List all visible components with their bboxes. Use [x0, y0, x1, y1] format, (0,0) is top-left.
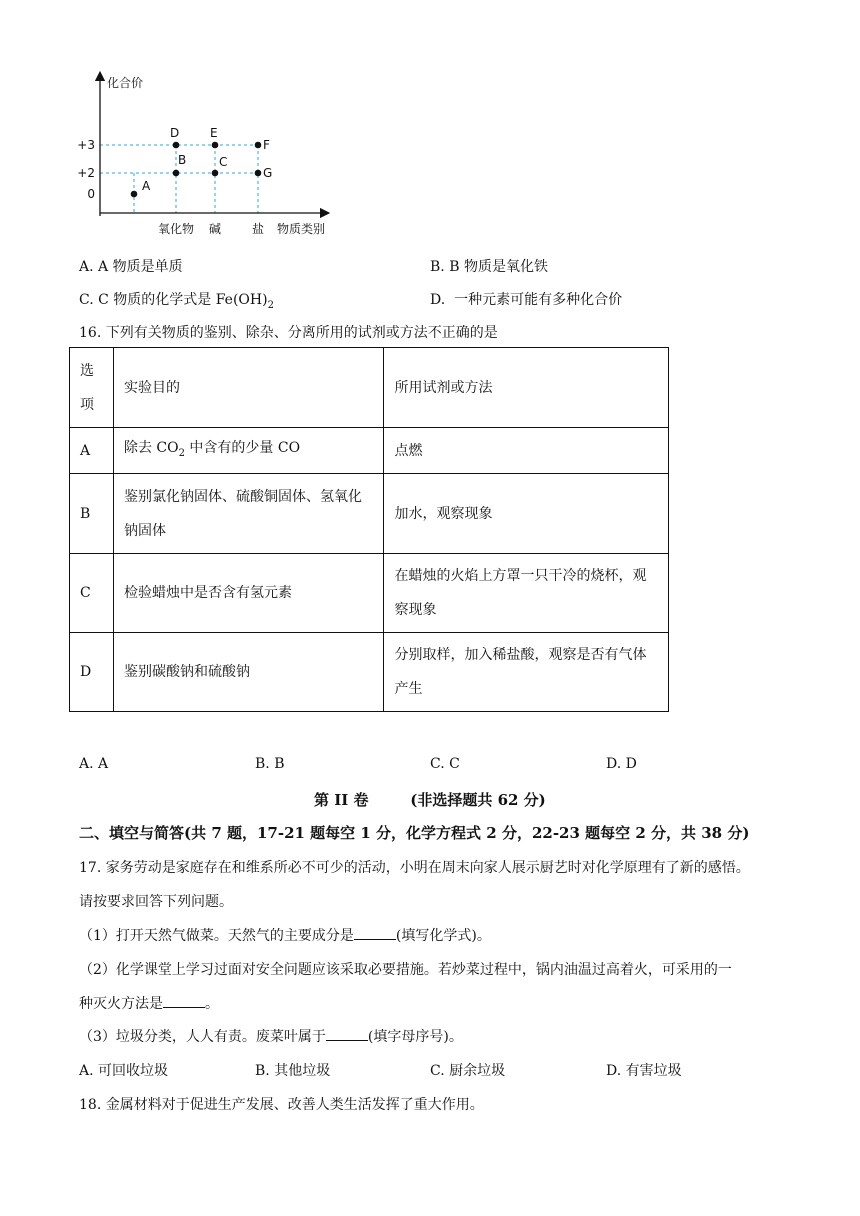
- table-row: C 检验蜡烛中是否含有氢元素 在蜡烛的火焰上方罩一只干冷的烧杯，观 察现象: [70, 554, 669, 633]
- section-title: 第 II 卷 (非选择题共 62 分): [314, 791, 546, 809]
- q16-answer-b: B. B: [255, 756, 285, 772]
- q16-answer-d: D. D: [606, 756, 637, 772]
- answer-blank: [163, 993, 205, 1008]
- header-option: 选 项: [70, 348, 114, 428]
- q16-table: [69, 347, 669, 712]
- q17-part1: （1）打开天然气做菜。天然气的主要成分是 (填写化学式)。: [79, 925, 491, 945]
- q17-part3: （3）垃圾分类，人人有责。废菜叶属于 (填字母序号)。: [79, 1026, 463, 1046]
- point-label: B: [178, 153, 187, 167]
- y-tick-label: +2: [77, 166, 95, 180]
- y-tick-label: 0: [87, 187, 95, 201]
- data-point: [173, 142, 180, 149]
- q17-option-d: D. 有害垃圾: [606, 1063, 682, 1079]
- data-point: [255, 170, 262, 177]
- q17-stem-line1: 17. 家务劳动是家庭存在和维系所必不可少的活动，小明在周末向家人展示厨艺时对化学原理有了新的感悟。: [79, 860, 750, 876]
- point-label: G: [263, 166, 273, 180]
- x-axis-label: 物质类别: [277, 222, 326, 236]
- table-row: D 鉴别碳酸钠和硫酸钠 分别取样，加入稀盐酸，观察是否有气体 产生: [70, 633, 669, 712]
- data-point: [212, 170, 219, 177]
- answer-blank: [354, 925, 396, 940]
- q15-option-d: D. 一种元素可能有多种化合价: [430, 292, 623, 308]
- point-label: A: [142, 179, 151, 193]
- q16-stem: 16. 下列有关物质的鉴别、除杂、分离所用的试剂或方法不正确的是: [79, 325, 498, 341]
- table-header-row: [70, 348, 669, 428]
- x-category-label: 氧化物: [157, 222, 195, 236]
- q17-option-b: B. 其他垃圾: [255, 1063, 331, 1079]
- point-label: F: [263, 138, 270, 152]
- q16-answer-a: A. A: [79, 756, 109, 772]
- q17-part2-line2: 种灭火方法是 。: [79, 993, 219, 1013]
- q17-stem-line2: 请按要求回答下列问题。: [79, 894, 233, 910]
- point-label: D: [170, 126, 180, 140]
- point-label: C: [219, 155, 228, 169]
- q17-option-c: C. 厨余垃圾: [430, 1063, 506, 1079]
- header-method: 所用试剂或方法: [384, 348, 669, 428]
- q15-option-b: B. B 物质是氧化铁: [430, 259, 548, 275]
- q16-answer-c: C. C: [430, 756, 460, 772]
- q17-part2-line1: （2）化学课堂上学习过面对安全问题应该采取必要措施。若炒菜过程中，锅内油温过高着火，可采用的一: [79, 962, 732, 978]
- point-label: E: [210, 126, 218, 140]
- q15-option-a: A. A 物质是单质: [79, 259, 183, 275]
- data-point: [131, 191, 138, 198]
- x-category-label: 盐: [251, 222, 265, 236]
- q17-option-a: A. 可回收垃圾: [79, 1063, 169, 1079]
- q18-stem: 18. 金属材料对于促进生产发展、改善人类生活发挥了重大作用。: [79, 1097, 484, 1113]
- table-row: B 鉴别氯化钠固体、硫酸铜固体、氢氧化 钠固体 加水，观察现象: [70, 474, 669, 554]
- x-category-label: 碱: [208, 222, 222, 236]
- valence-chart: [75, 68, 345, 238]
- q15-option-c: C. C 物质的化学式是 $Fe(OH)_2$: [79, 292, 274, 311]
- data-point: [255, 142, 262, 149]
- header-purpose: 实验目的: [113, 348, 384, 428]
- y-axis-label: 化合价: [107, 76, 144, 90]
- data-point: [212, 142, 219, 149]
- answer-blank: [326, 1026, 368, 1041]
- data-point: [173, 170, 180, 177]
- table-row: A 除去 $CO_2$ 中含有的少量 CO 点燃: [70, 428, 669, 474]
- section-heading: 二、填空与简答(共 7 题，17-21 题每空 1 分，化学方程式 2 分，22-23 题每空 2 分，共 38 分): [79, 824, 750, 842]
- y-tick-label: +3: [77, 138, 95, 152]
